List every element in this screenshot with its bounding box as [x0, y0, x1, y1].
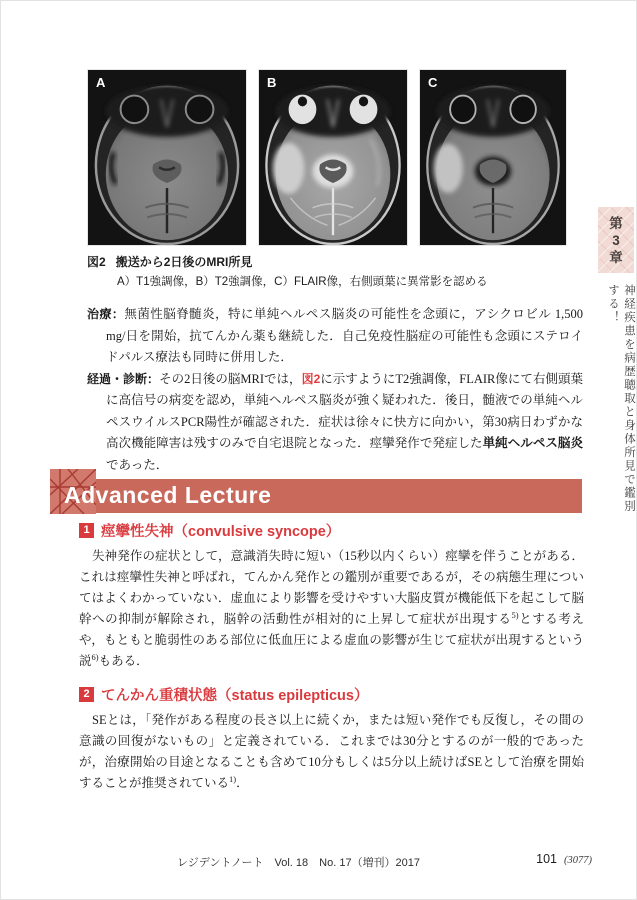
banner-title: Advanced Lecture [64, 482, 272, 508]
figure-number: 図2 [87, 255, 106, 269]
section-text: もある． [98, 654, 149, 668]
section-title: てんかん重積状態（status epilepticus） [101, 688, 369, 704]
figure-mri-panels [87, 69, 567, 246]
reference-mark: 6) [91, 651, 99, 662]
treatment-text: 無菌性脳脊髄炎，特に単純ヘルペス脳炎の可能性を念頭に，アシクロビル 1,500 mg/日を開始，抗てんかん薬も継続した．自己免疫性脳症の可能性も念頭にステロイドパルス療法も同時に併用した． [106, 307, 583, 364]
chapter-vertical-title: 神経疾患を病歴聴取と身体所見で鑑別する！ [607, 284, 635, 514]
reference-mark: 5) [511, 609, 519, 620]
section-number-badge: 2 [79, 687, 94, 702]
figure-title: 搬送から2日後のMRI所見 [115, 255, 253, 269]
footer-journal-info: レジデントノート Vol. 18 No. 17（増刊）2017 [177, 857, 421, 869]
section-text: 失神発作の症状として，意識消失時に短い（15秒以内くらい）痙攣を伴うことがある．これは痙攣性失神と呼ばれ，てんかん発作との鑑別が重要であるが，その病態生理についてはよくわかっていない．虚血により影響を受けやすい大脳皮質が機能低下を起こして脳幹への抑制が解除され，脳幹の活動性が相対的に上昇して症状が出現する [79, 549, 584, 626]
chapter-char: 3 [612, 232, 620, 248]
page-serial-number: (3077) [564, 855, 592, 866]
section-body-convulsive-syncope [79, 546, 584, 672]
figure-reference-link: 図2 [301, 371, 321, 386]
section-text: SEとは，「発作がある程度の長さ以上に続くか，または短い発作でも反復し，その間の意識の回復がないもの」と定義されている．これまでは30分とするのが一般的であったが，治療開始の目途となることも含めて10分もしくは5分以上続けばSEとして治療を開始することが推奨されている [79, 713, 584, 790]
footer-page-number [536, 852, 592, 866]
figure-caption-title [87, 253, 587, 270]
course-paragraph [87, 369, 583, 477]
figure-subcaption: A）T1強調像，B）T2強調像，C）FLAIR像，右側頭葉に異常影を認める [117, 276, 488, 288]
mri-panel-t1 [87, 69, 247, 246]
chapter-char: 章 [609, 249, 623, 265]
reference-mark: 1) [229, 773, 237, 784]
section-text: ． [236, 776, 249, 790]
mri-t1-image [88, 70, 246, 245]
panel-label-a: A [96, 75, 106, 90]
course-text: であった． [106, 457, 169, 472]
section-number-badge: 1 [79, 523, 94, 538]
mri-t2-image [259, 70, 407, 245]
chapter-tab [598, 207, 634, 273]
course-label: 経過・診断： [87, 371, 160, 386]
course-text: その2日後の脳MRIでは， [159, 371, 302, 386]
panel-label-b: B [267, 75, 277, 90]
advanced-lecture-banner [50, 479, 582, 513]
panel-label-c: C [428, 75, 438, 90]
section-text: とする考えや，もともと脆弱性のある部位に低血圧による虚血の影響が生じて症状が出現するという説 [79, 612, 584, 668]
section-body-status-epilepticus [79, 710, 584, 794]
mri-panel-t2 [258, 69, 408, 246]
mri-panel-flair [419, 69, 567, 246]
mri-flair-image [420, 70, 566, 245]
section-title: 痙攣性失神（convulsive syncope） [101, 524, 341, 540]
page-number: 101 [536, 852, 557, 866]
figure-caption [87, 253, 587, 289]
section-heading-convulsive-syncope [79, 520, 584, 541]
advanced-lecture-content [79, 520, 584, 806]
treatment-label: 治療： [87, 307, 125, 321]
course-text: に示すようにT2強調像，FLAIR像にて右側頭葉に高信号の病変を認め，単純ヘルペス脳炎が強く疑われた．後日，髄液での単純ヘルペスウイルスPCR陽性が確認された．症状は徐々に快方に向かい，第30病日わずかな高次機能障害は残すのみで自宅退院となった．痙攣発作で発症した [106, 371, 583, 450]
case-description [87, 304, 583, 476]
diagnosis-bold: 単純ヘルペス脳炎 [482, 436, 583, 450]
section-heading-status-epilepticus [79, 684, 584, 705]
chapter-char: 第 [609, 215, 623, 231]
treatment-paragraph [87, 304, 583, 369]
